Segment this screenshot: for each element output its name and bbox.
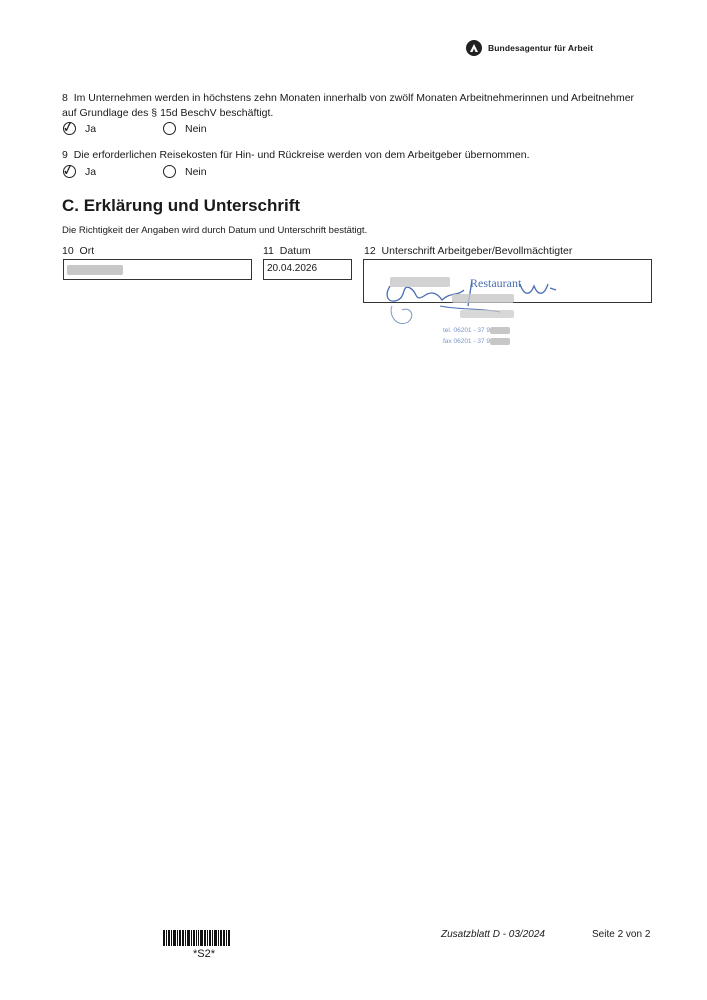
question-8-no-option[interactable] — [163, 122, 207, 135]
page-number: Seite 2 von 2 — [592, 929, 651, 940]
option-label: Ja — [85, 122, 97, 135]
question-number: 8 — [62, 92, 68, 104]
stamp-phone — [443, 327, 510, 334]
radio-no[interactable] — [163, 122, 176, 135]
unterschrift-label — [364, 245, 572, 257]
radio-yes[interactable] — [60, 117, 77, 137]
stamp-fax — [443, 338, 510, 345]
question-8-text — [62, 91, 634, 120]
section-title: C. Erklärung und Unterschrift — [62, 196, 301, 215]
redacted-stamp-line — [460, 310, 514, 318]
question-number: 9 — [62, 149, 68, 161]
redacted-digits — [490, 327, 510, 334]
checkmark-icon: ✓ — [60, 160, 77, 180]
barcode-label: *S2* — [193, 948, 216, 960]
redacted-digits — [490, 338, 510, 345]
section-intro: Die Richtigkeit der Angaben wird durch Datum und Unterschrift bestätigt. — [62, 225, 368, 236]
option-label: Nein — [185, 165, 207, 178]
ort-label — [62, 245, 94, 257]
stamp-restaurant: Restaurant — [470, 276, 522, 290]
question-line: Die erforderlichen Reisekosten für Hin- und Rückreise werden von dem Arbeitgeber übernommen. — [73, 149, 530, 161]
redacted-value — [67, 265, 123, 275]
field-number: 10 — [62, 245, 74, 257]
checkmark-icon: ✓ — [60, 117, 77, 137]
agency-logo-icon — [466, 40, 482, 56]
stamp-phone-text: tel. 06201 - 37 9 — [443, 327, 490, 335]
stamp-fax-text: fax 06201 - 37 9 — [443, 338, 490, 346]
field-label: Datum — [279, 245, 311, 257]
field-number: 11 — [263, 245, 274, 257]
question-8-yes-option[interactable] — [60, 117, 97, 137]
field-label: Ort — [79, 245, 95, 257]
question-line: auf Grundlage des § 15d BeschV beschäftigt. — [62, 106, 274, 119]
question-9-no-option[interactable] — [163, 165, 207, 178]
radio-no[interactable] — [163, 165, 176, 178]
question-9-yes-option[interactable] — [60, 160, 97, 180]
ort-field[interactable] — [63, 259, 252, 280]
redacted-stamp-name — [390, 277, 450, 287]
field-number: 12 — [364, 245, 376, 257]
agency-logo-text: Bundesagentur für Arbeit — [488, 43, 594, 53]
datum-label — [263, 245, 311, 257]
question-line: Im Unternehmen werden in höchstens zehn Monaten innerhalb von zwölf Monaten Arbeitnehmerinnen und Arbeitnehmer — [73, 92, 635, 104]
radio-yes[interactable] — [60, 160, 77, 180]
question-9-text — [62, 148, 530, 163]
option-label: Ja — [85, 165, 97, 178]
datum-field[interactable] — [263, 259, 352, 280]
barcode-icon — [163, 930, 231, 946]
form-identifier: Zusatzblatt D - 03/2024 — [441, 929, 545, 940]
option-label: Nein — [185, 122, 207, 135]
redacted-stamp-line — [452, 294, 514, 303]
datum-value: 20.04.2026 — [267, 263, 318, 274]
agency-logo — [466, 40, 593, 56]
field-label: Unterschrift Arbeitgeber/Bevollmächtigter — [381, 245, 573, 257]
